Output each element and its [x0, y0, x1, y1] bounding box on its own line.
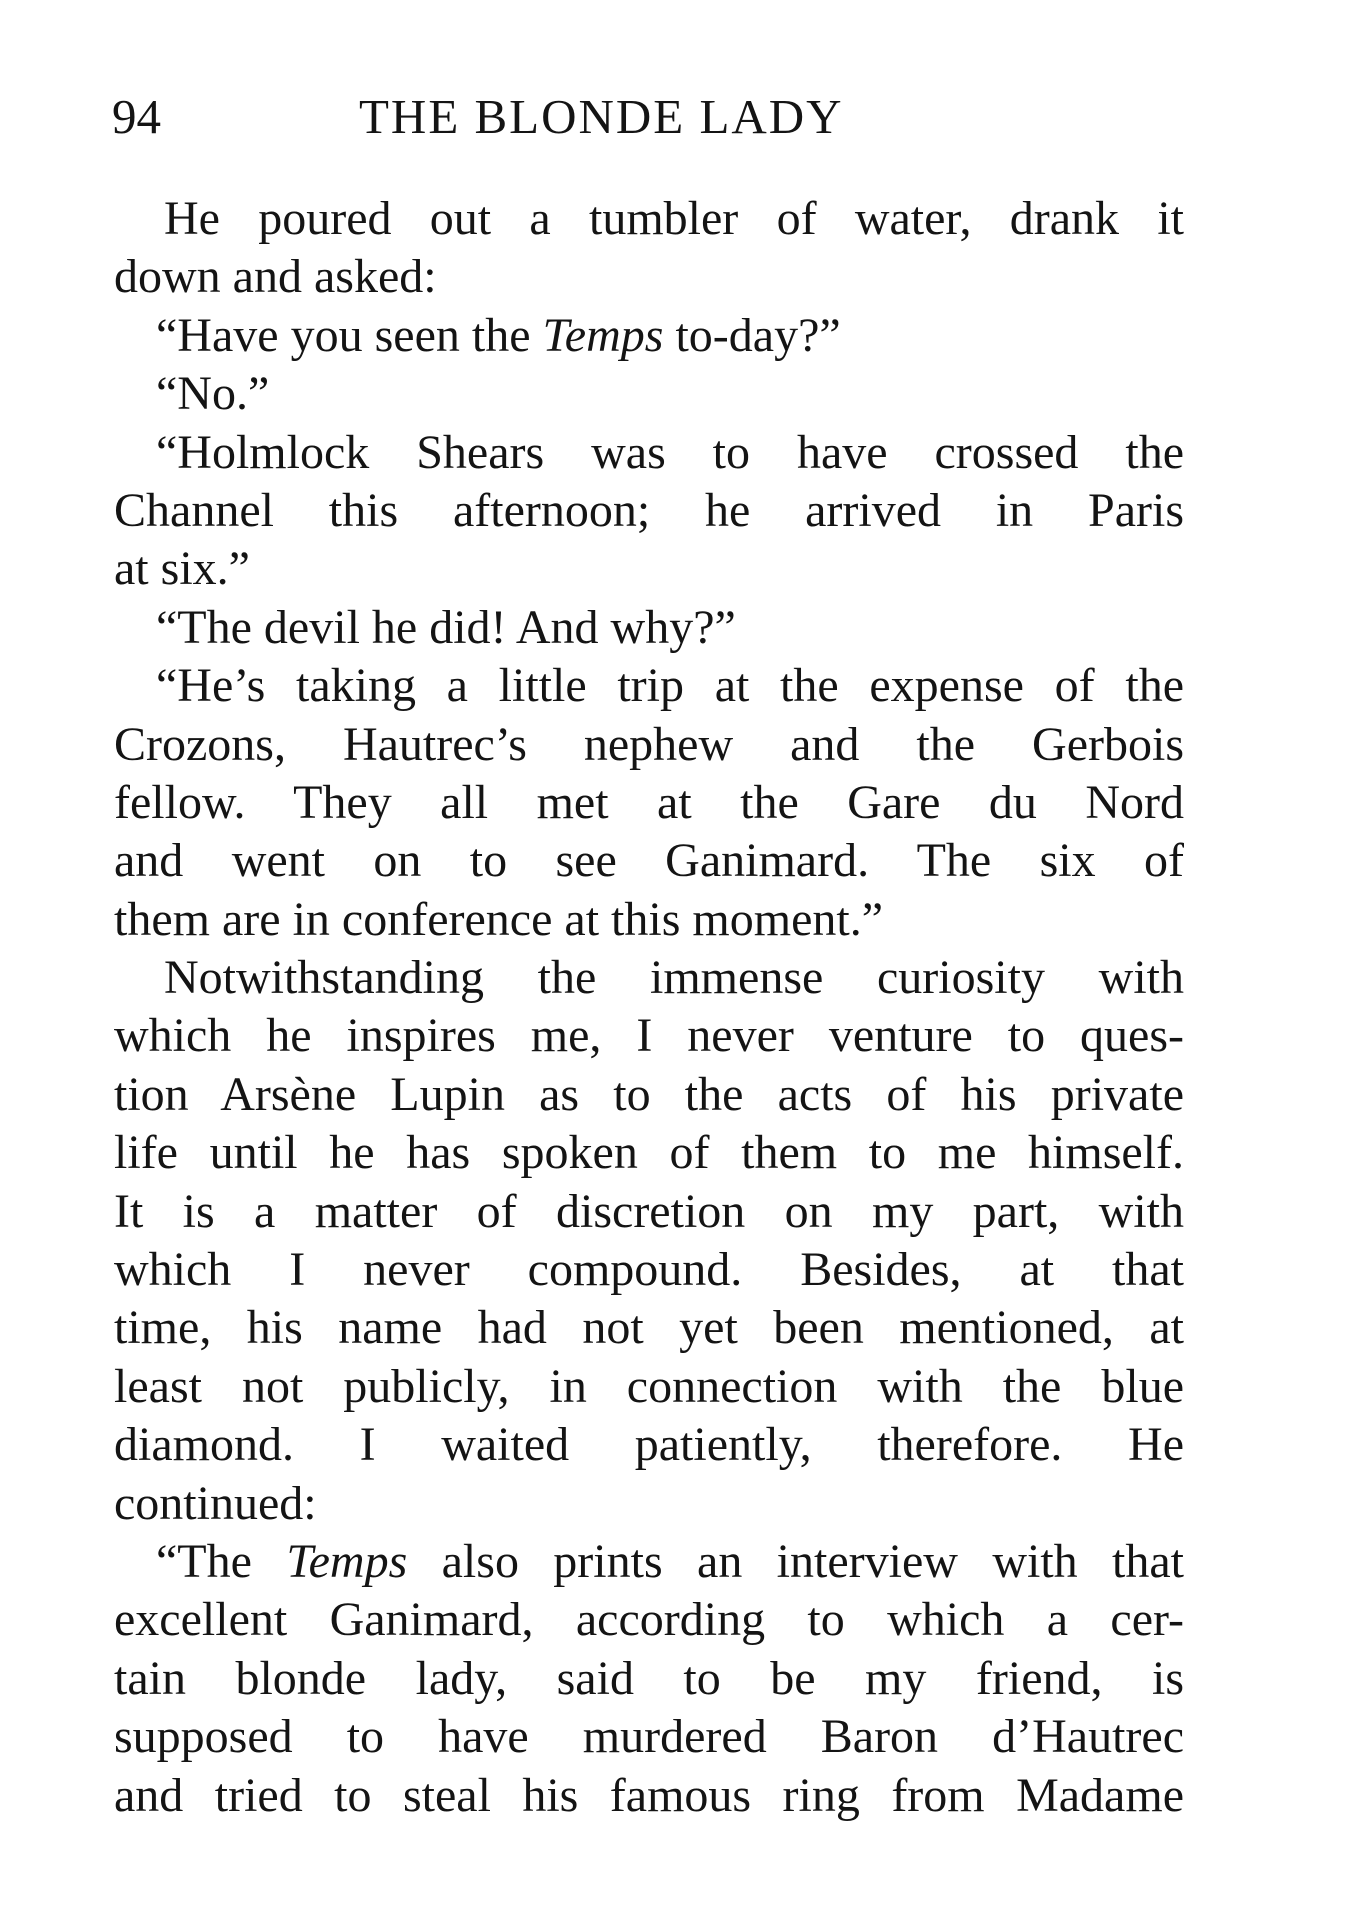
- text-line: life until he has spoken of them to me himself.: [114, 1126, 1184, 1180]
- text-line: supposed to have murdered Baron d’Hautrec: [114, 1710, 1184, 1764]
- text-line: time, his name had not yet been mentioned, at: [114, 1301, 1184, 1355]
- text-line: Notwithstanding the immense curiosity with: [164, 951, 1184, 1005]
- text-line: “He’s taking a little trip at the expense of the: [156, 659, 1184, 713]
- text-line: and tried to steal his famous ring from Madame: [114, 1768, 1184, 1822]
- text-line: Channel this afternoon; he arrived in Paris: [114, 483, 1184, 537]
- text-line: and went on to see Ganimard. The six of: [114, 834, 1184, 888]
- text-line: It is a matter of discretion on my part, with: [114, 1184, 1184, 1238]
- running-head: [112, 86, 1182, 148]
- text-line: which I never compound. Besides, at that: [114, 1243, 1184, 1297]
- text-line: at six.”: [114, 542, 250, 596]
- text-line: “No.”: [156, 367, 270, 421]
- text-line: down and asked:: [114, 250, 437, 304]
- italic-title: Temps: [542, 308, 664, 362]
- text-line: “Holmlock Shears was to have crossed the: [156, 425, 1184, 479]
- text-line: which he inspires me, I never venture to ques-: [114, 1009, 1184, 1063]
- text-line: tion Arsène Lupin as to the acts of his private: [114, 1067, 1184, 1121]
- text-line: least not publicly, in connection with the blue: [114, 1359, 1184, 1413]
- text-line: fellow. They all met at the Gare du Nord: [114, 775, 1184, 829]
- text-line: He poured out a tumbler of water, drank it: [164, 192, 1184, 245]
- text-line: Crozons, Hautrec’s nephew and the Gerbois: [114, 717, 1184, 771]
- text-line: tain blonde lady, said to be my friend, is: [114, 1651, 1184, 1705]
- text-line: “Have you seen the Temps to-day?”: [156, 308, 841, 362]
- running-title: THE BLONDE LADY: [359, 89, 844, 144]
- text-line: “The devil he did! And why?”: [156, 600, 736, 654]
- text-line: them are in conference at this moment.”: [114, 892, 884, 946]
- italic-title: Temps: [286, 1534, 408, 1588]
- text-line: “The Temps also prints an interview with that: [156, 1534, 1184, 1588]
- text-line: excellent Ganimard, according to which a cer-: [114, 1593, 1184, 1647]
- page-number: 94: [112, 89, 161, 144]
- body-text: [114, 190, 1184, 1825]
- text-line: diamond. I waited patiently, therefore. He: [114, 1418, 1184, 1472]
- text-line: continued:: [114, 1476, 317, 1530]
